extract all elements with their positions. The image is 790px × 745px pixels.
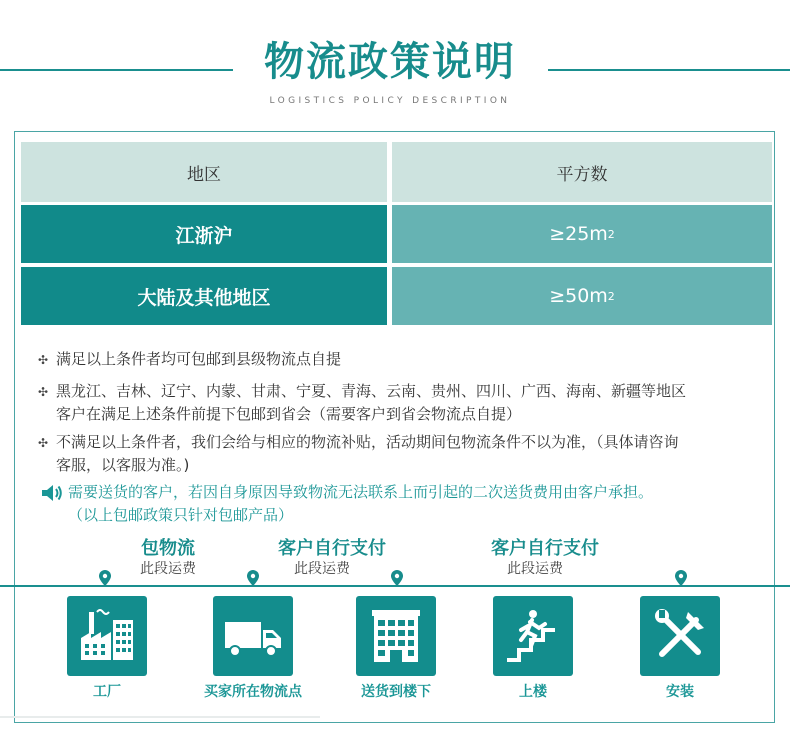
page-title: 物流政策说明 bbox=[264, 39, 516, 85]
bullet-icon: ✣ bbox=[38, 436, 49, 450]
truck-icon bbox=[221, 604, 285, 668]
step-label: 送货到楼下 bbox=[361, 684, 431, 700]
area-value: ≥50m bbox=[549, 285, 608, 307]
location-pin-icon bbox=[99, 570, 111, 586]
note-text: 黑龙江、吉林、辽宁、内蒙、甘肃、宁夏、青海、云南、贵州、四川、广西、海南、新疆等地区 bbox=[56, 382, 687, 400]
note-text: 不满足以上条件者，我们会给与相应的物流补贴，活动期间包物流条件不以为准，（具体请咨询 bbox=[56, 433, 679, 451]
factory-icon bbox=[75, 604, 139, 668]
note-text-cont: 客户在满足上述条件前提下包邮到省会（需要客户到省会物流点自提） bbox=[56, 405, 522, 423]
notice-text: 需要送货的客户，若因自身原因导致物流无法联系上而引起的二次送货费用由客户承担。 bbox=[68, 483, 654, 501]
location-pin-icon bbox=[675, 570, 687, 586]
location-pin-icon bbox=[391, 570, 403, 586]
bullet-icon: ✣ bbox=[38, 353, 49, 367]
step-logistics-point bbox=[213, 596, 293, 676]
step-deliver-downstairs bbox=[356, 596, 436, 676]
area-unit-exponent: 2 bbox=[607, 227, 615, 241]
step-label: 安装 bbox=[666, 684, 694, 700]
table-header-area: 平方数 bbox=[392, 142, 772, 202]
bottom-divider bbox=[0, 716, 320, 718]
stage-title-shipping: 包物流 bbox=[141, 538, 195, 559]
stage-title-self-pay: 客户自行支付 bbox=[491, 538, 599, 559]
step-upstairs bbox=[493, 596, 573, 676]
step-factory bbox=[67, 596, 147, 676]
step-label: 工厂 bbox=[93, 684, 121, 700]
tools-icon bbox=[648, 604, 712, 668]
building-icon bbox=[364, 604, 428, 668]
step-install bbox=[640, 596, 720, 676]
step-label: 上楼 bbox=[519, 684, 547, 700]
note-text: 满足以上条件者均可包邮到县级物流点自提 bbox=[56, 350, 342, 368]
table-row-2-region: 大陆及其他地区 bbox=[21, 267, 387, 325]
stairs-icon bbox=[501, 604, 565, 668]
area-unit-exponent: 2 bbox=[607, 289, 615, 303]
notice-text-cont: （以上包邮政策只针对包邮产品） bbox=[68, 506, 294, 524]
location-pin-icon bbox=[247, 570, 259, 586]
note-item bbox=[38, 348, 341, 371]
stage-subtitle: 此段运费 bbox=[140, 561, 196, 577]
header-divider-right bbox=[548, 69, 790, 71]
stage-subtitle: 此段运费 bbox=[507, 561, 563, 577]
bullet-icon: ✣ bbox=[38, 385, 49, 399]
delivery-notice bbox=[40, 481, 653, 527]
table-row-1-area bbox=[392, 205, 772, 263]
table-row-1-region: 江浙沪 bbox=[21, 205, 387, 263]
note-text-cont: 客服，以客服为准。) bbox=[56, 456, 190, 474]
header-divider-left bbox=[0, 69, 233, 71]
area-value: ≥25m bbox=[549, 223, 608, 245]
stage-subtitle: 此段运费 bbox=[294, 561, 350, 577]
note-item bbox=[38, 380, 686, 425]
table-row-2-area bbox=[392, 267, 772, 325]
table-header-region: 地区 bbox=[21, 142, 387, 202]
step-label: 买家所在物流点 bbox=[204, 684, 302, 700]
note-item bbox=[38, 431, 679, 476]
page-subtitle: LOGISTICS POLICY DESCRIPTION bbox=[269, 96, 511, 106]
stage-title-self-pay: 客户自行支付 bbox=[278, 538, 386, 559]
